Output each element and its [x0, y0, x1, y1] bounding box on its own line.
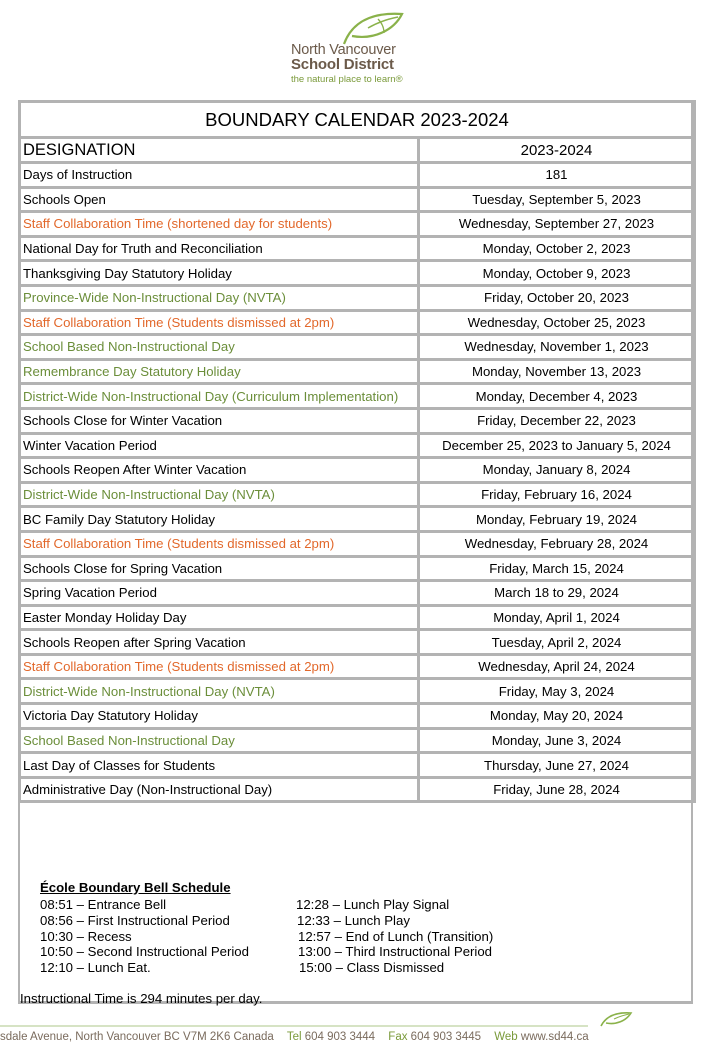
calendar-row [20, 753, 695, 778]
calendar-row [20, 285, 695, 310]
calendar-row [20, 605, 695, 630]
designation-cell: Winter Vacation Period [20, 433, 419, 458]
bell-item: 12:57 – End of Lunch (Transition) [298, 928, 494, 944]
calendar-title: BOUNDARY CALENDAR 2023-2024 [20, 102, 695, 138]
designation-cell: District-Wide Non-Instructional Day (Curriculum Implementation) [20, 384, 419, 409]
date-cell: Monday, October 9, 2023 [419, 261, 695, 286]
date-cell: Monday, April 1, 2024 [419, 605, 695, 630]
date-cell: Friday, March 15, 2024 [419, 556, 695, 581]
bell-schedule-right-column [296, 897, 493, 976]
column-header-year: 2023-2024 [419, 138, 695, 163]
date-cell: Tuesday, April 2, 2024 [419, 630, 695, 655]
designation-cell: National Day for Truth and Reconciliation [20, 236, 419, 261]
bell-item: 15:00 – Class Dismissed [299, 960, 445, 976]
calendar-row [20, 212, 695, 237]
designation-cell: Easter Monday Holiday Day [20, 605, 419, 630]
designation-cell: BC Family Day Statutory Holiday [20, 507, 419, 532]
column-header-designation: DESIGNATION [20, 138, 419, 163]
date-cell: Wednesday, October 25, 2023 [419, 310, 695, 335]
designation-cell: Schools Close for Winter Vacation [20, 408, 419, 433]
logo-tagline: the natural place to learn® [291, 74, 403, 85]
calendar-row [20, 384, 695, 409]
designation-cell: Days of Instruction [20, 163, 419, 188]
calendar-title-row [20, 102, 695, 138]
date-cell: Tuesday, September 5, 2023 [419, 187, 695, 212]
date-cell: Monday, June 3, 2024 [419, 728, 695, 753]
bell-item: 08:51 – Entrance Bell [40, 897, 167, 912]
date-cell: 181 [419, 163, 695, 188]
calendar-row [20, 359, 695, 384]
bell-item: 10:50 – Second Instructional Period [40, 944, 249, 960]
bell-item: 13:00 – Third Instructional Period [298, 944, 493, 960]
date-cell: Wednesday, September 27, 2023 [419, 212, 695, 237]
date-cell: Friday, October 20, 2023 [419, 285, 695, 310]
date-cell: Monday, November 13, 2023 [419, 359, 695, 384]
calendar-row [20, 261, 695, 286]
date-cell: Wednesday, April 24, 2024 [419, 654, 695, 679]
calendar-header-row [20, 138, 695, 163]
leaf-icon [598, 1010, 634, 1028]
calendar-row [20, 482, 695, 507]
bell-item: 08:56 – First Instructional Period [40, 912, 230, 928]
footer-web-link[interactable]: www.sd44.ca [520, 1031, 589, 1043]
date-cell: Monday, May 20, 2024 [419, 704, 695, 729]
calendar-row [20, 408, 695, 433]
footer-fax-label: Fax [388, 1031, 408, 1043]
designation-cell: Last Day of Classes for Students [20, 753, 419, 778]
calendar-row [20, 458, 695, 483]
date-cell: December 25, 2023 to January 5, 2024 [419, 433, 695, 458]
logo-line2: School District [291, 56, 394, 73]
calendar-table [18, 100, 696, 803]
designation-cell: Spring Vacation Period [20, 581, 419, 606]
date-cell: Friday, June 28, 2024 [419, 777, 695, 802]
designation-cell: Schools Reopen After Winter Vacation [20, 458, 419, 483]
date-cell: Wednesday, February 28, 2024 [419, 531, 695, 556]
designation-cell: Schools Reopen after Spring Vacation [20, 630, 419, 655]
designation-cell: Staff Collaboration Time (Students dismissed at 2pm) [20, 310, 419, 335]
bell-item: 12:28 – Lunch Play Signal [296, 897, 450, 912]
footer-web-label: Web [494, 1031, 518, 1043]
designation-cell: Administrative Day (Non-Instructional Day) [20, 777, 419, 802]
bell-schedule-left-column [40, 897, 249, 976]
calendar-row [20, 187, 695, 212]
designation-cell: School Based Non-Instructional Day [20, 728, 419, 753]
footer-contact [0, 1031, 589, 1043]
date-cell: Monday, October 2, 2023 [419, 236, 695, 261]
calendar-row [20, 310, 695, 335]
date-cell: Monday, February 19, 2024 [419, 507, 695, 532]
date-cell: Friday, December 22, 2023 [419, 408, 695, 433]
designation-cell: School Based Non-Instructional Day [20, 335, 419, 360]
date-cell: Friday, February 16, 2024 [419, 482, 695, 507]
calendar-row [20, 777, 695, 802]
bell-schedule-heading: École Boundary Bell Schedule [40, 880, 231, 895]
designation-cell: District-Wide Non-Instructional Day (NVTA) [20, 482, 419, 507]
bell-item: 12:33 – Lunch Play [297, 912, 410, 928]
logo-line1: North Vancouver [291, 42, 396, 58]
bell-item: 12:10 – Lunch Eat. [40, 960, 151, 976]
designation-cell: Staff Collaboration Time (Students dismissed at 2pm) [20, 531, 419, 556]
date-cell: Thursday, June 27, 2024 [419, 753, 695, 778]
footer-tel-label: Tel [286, 1031, 302, 1043]
date-cell: Wednesday, November 1, 2023 [419, 335, 695, 360]
calendar-row [20, 335, 695, 360]
designation-cell: District-Wide Non-Instructional Day (NVTA) [20, 679, 419, 704]
footer-address: sdale Avenue, North Vancouver BC V7M 2K6 Canada [0, 1031, 274, 1043]
designation-cell: Schools Open [20, 187, 419, 212]
calendar-row [20, 581, 695, 606]
calendar-row [20, 679, 695, 704]
calendar-row [20, 630, 695, 655]
calendar-row [20, 654, 695, 679]
calendar-row [20, 556, 695, 581]
date-cell: Monday, December 4, 2023 [419, 384, 695, 409]
calendar-row [20, 531, 695, 556]
district-logo [286, 8, 426, 85]
footer-divider [0, 1025, 588, 1027]
instructional-time-note: Instructional Time is 294 minutes per day. [20, 991, 263, 1006]
calendar-row [20, 507, 695, 532]
date-cell: Friday, May 3, 2024 [419, 679, 695, 704]
footer-fax: 604 903 3445 [410, 1031, 482, 1043]
calendar-row [20, 236, 695, 261]
designation-cell: Thanksgiving Day Statutory Holiday [20, 261, 419, 286]
bell-item: 10:30 – Recess [40, 928, 132, 944]
footer-tel: 604 903 3444 [304, 1031, 376, 1043]
designation-cell: Province-Wide Non-Instructional Day (NVTA) [20, 285, 419, 310]
designation-cell: Staff Collaboration Time (Students dismissed at 2pm) [20, 654, 419, 679]
designation-cell: Remembrance Day Statutory Holiday [20, 359, 419, 384]
calendar-row [20, 163, 695, 188]
designation-cell: Staff Collaboration Time (shortened day for students) [20, 212, 419, 237]
calendar-row [20, 704, 695, 729]
designation-cell: Victoria Day Statutory Holiday [20, 704, 419, 729]
date-cell: Monday, January 8, 2024 [419, 458, 695, 483]
designation-cell: Schools Close for Spring Vacation [20, 556, 419, 581]
calendar-row [20, 728, 695, 753]
date-cell: March 18 to 29, 2024 [419, 581, 695, 606]
calendar-row [20, 433, 695, 458]
